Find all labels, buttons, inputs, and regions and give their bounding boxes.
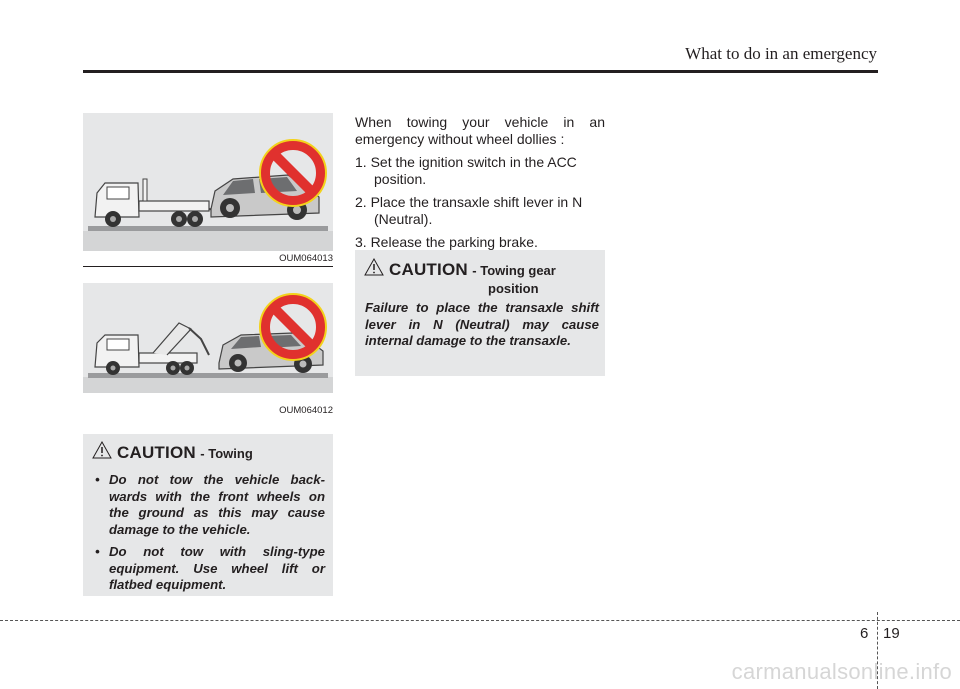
caution-heading	[389, 260, 556, 280]
caution-gear-text: Failure to place the transaxle shift lever in N (Neutral) may cause internal damage to the transaxle.	[365, 300, 599, 348]
caution-box-towing	[83, 434, 333, 596]
figure-code: OUM064013	[279, 253, 333, 264]
tow-truck-illustration	[83, 113, 333, 251]
warning-triangle-icon	[364, 258, 384, 276]
caution-bullet: • Do not tow the vehicle back- wards with the front wheels on the ground as this may cause damage to the vehicle.	[95, 472, 325, 537]
page-number: 19	[883, 625, 900, 642]
caution-bullet: • Do not tow with sling-type equipment. Use wheel lift or flatbed equipment.	[95, 544, 325, 592]
warning-triangle-icon	[92, 441, 112, 459]
caution-heading	[117, 443, 253, 463]
caution-label: CAUTION	[389, 260, 468, 279]
wrecker-illustration	[83, 283, 333, 393]
instructions-intro: When towing your vehicle in an emergency without wheel dollies :	[355, 114, 605, 147]
section-number: 6	[860, 625, 869, 642]
towing-instructions	[355, 114, 605, 251]
instruction-step: 1. Set the ignition switch in the ACC position.	[355, 154, 577, 187]
caution-subtitle-line2: position	[488, 281, 539, 296]
instruction-step: 3. Release the parking brake.	[355, 234, 538, 250]
caution-subtitle: - Towing	[200, 446, 253, 461]
watermark: carmanualsonline.info	[731, 659, 952, 684]
figure-sling-towing	[83, 283, 333, 393]
caution-bullets	[93, 472, 325, 594]
caution-label: CAUTION	[117, 443, 196, 462]
figure-flatbed-towing	[83, 113, 333, 251]
section-header-title: What to do in an emergency	[685, 44, 877, 63]
header-rule	[83, 70, 878, 73]
figure-separator	[83, 266, 333, 267]
instruction-step: 2. Place the transaxle shift lever in N (Neutral).	[355, 194, 583, 227]
prohibited-icon	[260, 140, 326, 206]
prohibited-icon	[260, 294, 326, 360]
figure-code: OUM064012	[279, 405, 333, 416]
footer-rule	[0, 620, 960, 621]
caution-box-gear-position	[355, 250, 605, 376]
caution-subtitle: - Towing gear	[472, 263, 556, 278]
